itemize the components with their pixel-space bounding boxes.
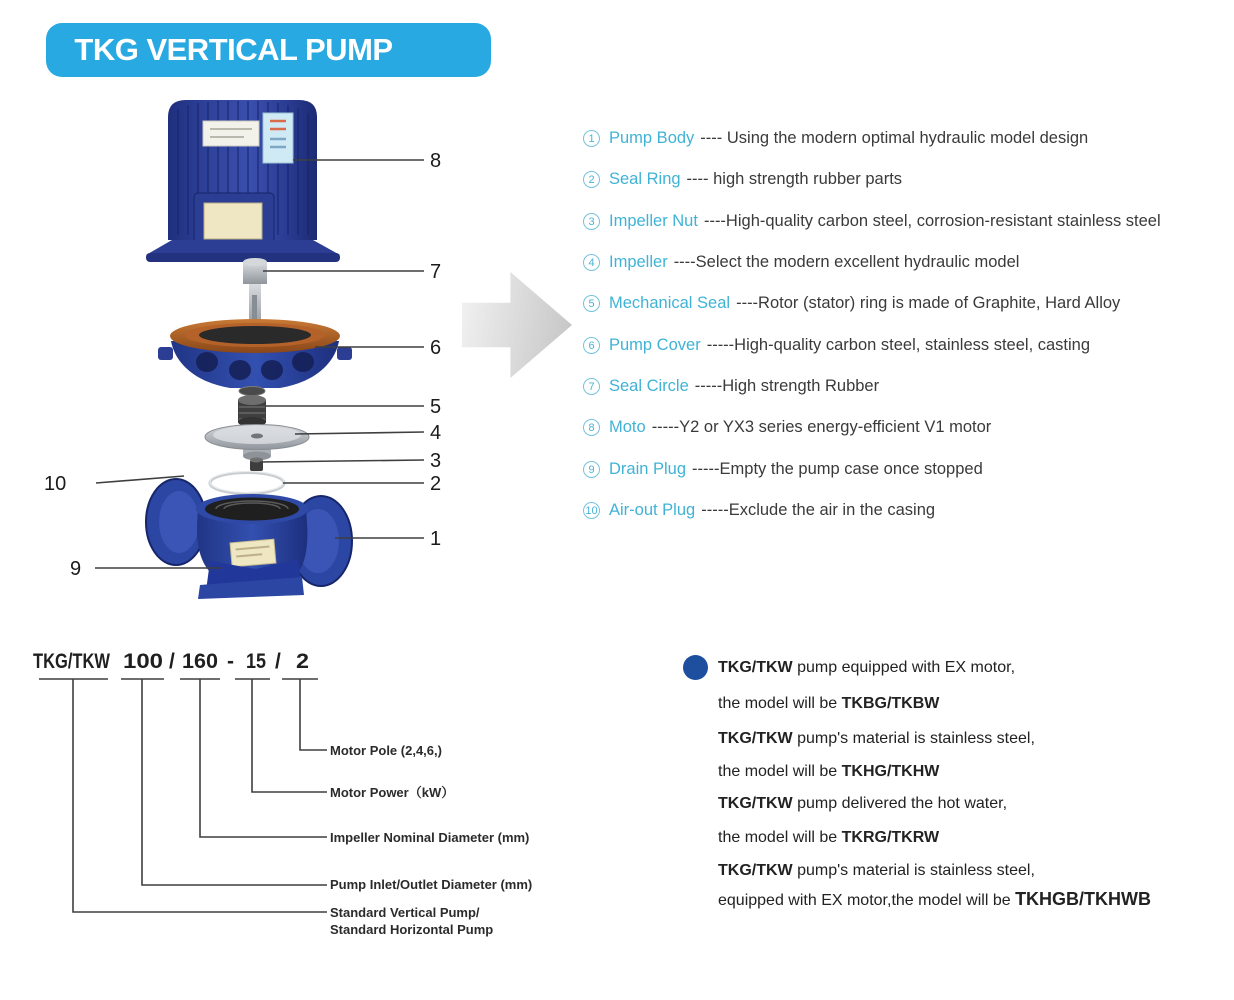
part-name: Air-out Plug xyxy=(609,500,696,519)
parts-list-item xyxy=(583,283,1234,324)
note-line xyxy=(718,730,1035,748)
model-variant-notes xyxy=(681,651,1181,931)
model-code-string xyxy=(33,650,309,673)
callout-5: 5 xyxy=(430,396,442,418)
note-model-prefix: TKG/TKW xyxy=(718,730,793,747)
circled-number-icon: 9 xyxy=(583,461,600,478)
label-series-line1: Standard Vertical Pump/ xyxy=(330,905,480,920)
label-motor-pole: Motor Pole (2,4,6,) xyxy=(330,743,442,758)
model-code-labels xyxy=(330,743,532,937)
part-description: -----Y2 or YX3 series energy-efficient V1 motor xyxy=(651,418,992,437)
parts-list-item xyxy=(583,118,1234,159)
parts-list xyxy=(583,118,1234,531)
model-separator: / xyxy=(275,650,281,673)
note-line xyxy=(718,763,939,781)
part-description: ---- high strength rubber parts xyxy=(686,170,903,189)
bullet-dot-icon xyxy=(683,655,708,680)
seal-ring-illustration xyxy=(210,472,284,494)
model-segment-series: TKG/TKW xyxy=(33,650,111,673)
model-code-diagram xyxy=(20,628,620,978)
parts-list-item xyxy=(583,242,1234,283)
circled-number-icon: 7 xyxy=(583,378,600,395)
part-description: -----High strength Rubber xyxy=(694,376,880,395)
page-title: TKG VERTICAL PUMP xyxy=(74,32,393,67)
circled-number-icon: 1 xyxy=(583,130,600,147)
part-name: Pump Cover xyxy=(609,335,701,354)
pump-cover-illustration xyxy=(158,319,352,388)
part-name: Impeller Nut xyxy=(609,211,698,230)
motor-illustration xyxy=(146,100,340,262)
part-description: -----Exclude the air in the casing xyxy=(701,500,936,519)
callout-10: 10 xyxy=(44,473,67,495)
model-code-lines xyxy=(39,679,327,912)
pump-exploded-diagram xyxy=(0,85,570,615)
title-banner xyxy=(46,23,491,77)
callout-1: 1 xyxy=(430,528,442,550)
parts-list-item xyxy=(583,448,1234,489)
circled-number-icon: 4 xyxy=(583,254,600,271)
part-description: ----Select the modern excellent hydraulic model xyxy=(673,253,1020,272)
note-model-code: TKHGB/TKHWB xyxy=(1015,889,1152,909)
circled-number-icon: 5 xyxy=(583,295,600,312)
part-name: Moto xyxy=(609,418,646,437)
pump-body-illustration xyxy=(146,479,352,599)
model-segment-pole: 2 xyxy=(296,650,309,673)
note-line xyxy=(718,659,1015,677)
parts-list-item xyxy=(583,366,1234,407)
label-series-line2: Standard Horizontal Pump xyxy=(330,922,494,937)
part-description: -----High-quality carbon steel, stainless steel, casting xyxy=(706,335,1091,354)
note-model-prefix: TKG/TKW xyxy=(718,659,793,676)
callout-3: 3 xyxy=(430,450,442,472)
parts-list-item xyxy=(583,324,1234,365)
note-line xyxy=(718,862,1035,880)
note-model-code: TKHG/TKHW xyxy=(841,763,940,780)
model-separator: - xyxy=(227,650,234,673)
note-line xyxy=(718,795,1007,813)
callout-6: 6 xyxy=(430,337,442,359)
note-text: pump delivered the hot water, xyxy=(792,795,1008,812)
note-line xyxy=(718,829,939,847)
callout-8: 8 xyxy=(430,150,442,172)
note-text: pump's material is stainless steel, xyxy=(792,862,1035,879)
part-name: Pump Body xyxy=(609,129,695,148)
note-model-code: TKRG/TKRW xyxy=(841,829,940,846)
part-description: ---- Using the modern optimal hydraulic model design xyxy=(700,129,1089,148)
label-impeller-diameter: Impeller Nominal Diameter (mm) xyxy=(330,830,530,845)
circled-number-icon: 10 xyxy=(583,502,600,519)
note-text: the model will be xyxy=(718,763,842,780)
part-name: Drain Plug xyxy=(609,459,687,478)
impeller-illustration xyxy=(205,425,309,461)
parts-list-item xyxy=(583,201,1234,242)
note-line xyxy=(718,889,1151,910)
parts-list-item xyxy=(583,490,1234,531)
note-text: pump's material is stainless steel, xyxy=(792,730,1035,747)
note-model-prefix: TKG/TKW xyxy=(718,795,793,812)
note-text: the model will be xyxy=(718,695,842,712)
model-separator: / xyxy=(169,650,175,673)
part-name: Seal Circle xyxy=(609,376,689,395)
note-text: equipped with EX motor,the model will be xyxy=(718,892,1016,909)
callout-7: 7 xyxy=(430,261,442,283)
note-model-prefix: TKG/TKW xyxy=(718,862,793,879)
part-description: ----Rotor (stator) ring is made of Graphite, Hard Alloy xyxy=(736,294,1121,313)
motor-nameplate xyxy=(203,121,259,146)
circled-number-icon: 8 xyxy=(583,419,600,436)
circled-number-icon: 3 xyxy=(583,213,600,230)
model-segment-power: 15 xyxy=(246,650,267,673)
circled-number-icon: 6 xyxy=(583,337,600,354)
part-name: Impeller xyxy=(609,253,668,272)
label-motor-power: Motor Power（kW） xyxy=(330,785,455,800)
part-description: ----High-quality carbon steel, corrosion-resistant stainless steel xyxy=(703,211,1161,230)
note-text: pump equipped with EX motor, xyxy=(792,659,1016,676)
parts-list-item xyxy=(583,407,1234,448)
part-name: Seal Ring xyxy=(609,170,681,189)
label-inlet-diameter: Pump Inlet/Outlet Diameter (mm) xyxy=(330,877,533,892)
callout-2: 2 xyxy=(430,473,442,495)
impeller-nut-illustration xyxy=(250,458,263,472)
note-model-code: TKBG/TKBW xyxy=(841,695,940,712)
part-name: Mechanical Seal xyxy=(609,294,731,313)
parts-list-item xyxy=(583,159,1234,200)
pump-label xyxy=(230,539,276,567)
callout-4: 4 xyxy=(430,422,442,444)
circled-number-icon: 2 xyxy=(583,171,600,188)
model-segment-inlet: 100 xyxy=(123,650,163,673)
part-description: -----Empty the pump case once stopped xyxy=(692,459,983,478)
callout-9: 9 xyxy=(70,558,82,580)
note-line xyxy=(718,695,939,713)
model-segment-impeller: 160 xyxy=(182,650,218,673)
note-text: the model will be xyxy=(718,829,842,846)
